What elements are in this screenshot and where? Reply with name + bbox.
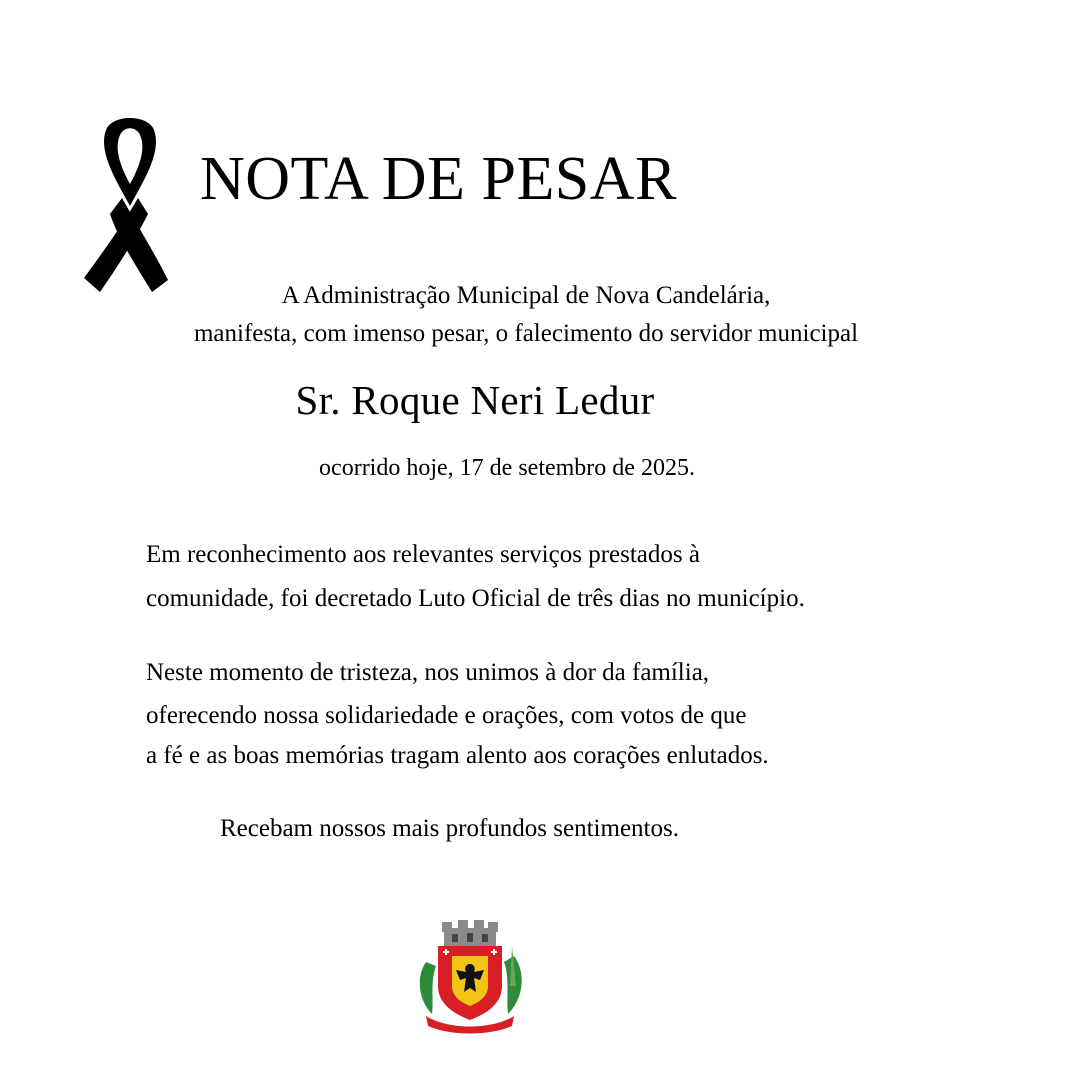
deceased-name: Sr. Roque Neri Ledur xyxy=(295,377,655,423)
paragraph-2-line-2: oferecendo nossa solidariedade e orações, com votos de que xyxy=(146,702,747,729)
paragraph-2-line-3: a fé e as boas memórias tragam alento aos corações enlutados. xyxy=(146,742,769,769)
municipal-coat-of-arms-icon xyxy=(412,916,528,1034)
mourning-ribbon-icon xyxy=(78,108,182,292)
paragraph-1-line-2: comunidade, foi decretado Luto Oficial de três dias no município. xyxy=(146,585,805,612)
paragraph-2-line-1: Neste momento de tristeza, nos unimos à dor da família, xyxy=(146,659,710,686)
date-line: ocorrido hoje, 17 de setembro de 2025. xyxy=(319,455,695,481)
intro-line-2: manifesta, com imenso pesar, o falecimento do servidor municipal xyxy=(193,320,859,347)
page-title: NOTA DE PESAR xyxy=(200,145,677,213)
closing-line: Recebam nossos mais profundos sentimentos. xyxy=(220,815,679,842)
intro-line-1: A Administração Municipal de Nova Candelária, xyxy=(281,282,771,309)
paragraph-1-line-1: Em reconhecimento aos relevantes serviços prestados à xyxy=(146,541,700,568)
